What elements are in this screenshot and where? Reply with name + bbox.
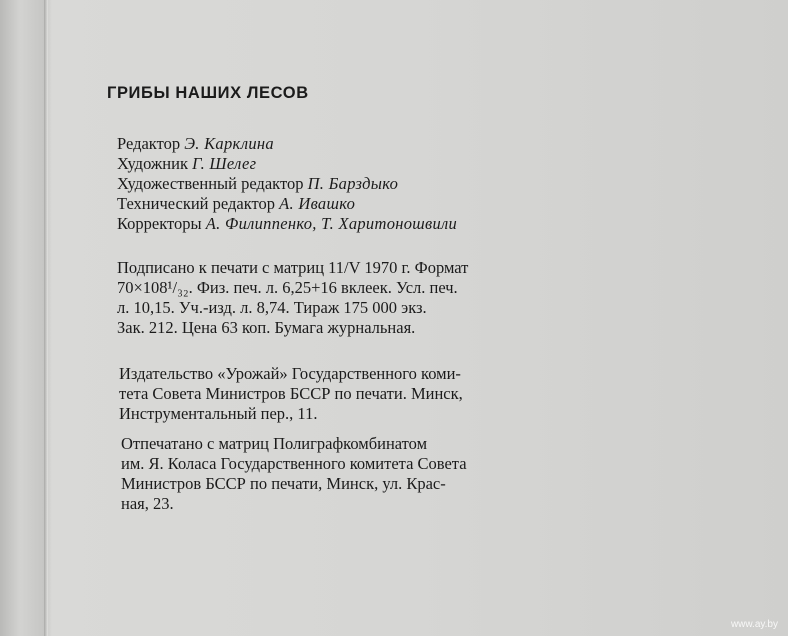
credit-proofreaders: [117, 214, 457, 234]
print-info-line: 70×108¹/₃₂. Физ. печ. л. 6,25+16 вклеек. Усл. печ.: [117, 278, 458, 297]
printer-line: ная, 23.: [121, 494, 174, 513]
credit-editor: [117, 134, 457, 154]
printer-block: [121, 434, 467, 514]
credit-art-editor: [117, 174, 457, 194]
credit-name: Г. Шелег: [192, 154, 257, 173]
book-title: ГРИБЫ НАШИХ ЛЕСОВ: [107, 84, 309, 102]
credit-name: Э. Карклина: [184, 134, 274, 153]
credit-role: Художественный редактор: [117, 174, 304, 193]
print-info-line: Зак. 212. Цена 63 коп. Бумага журнальная.: [117, 318, 416, 337]
site-watermark: www.ay.by: [730, 619, 778, 630]
print-info-line: л. 10,15. Уч.-изд. л. 8,74. Тираж 175 000 экз.: [117, 298, 427, 317]
publisher-line: тета Совета Министров БССР по печати. Минск,: [119, 384, 463, 403]
publisher-line: Инструментальный пер., 11.: [119, 404, 318, 423]
printer-line: Отпечатано с матриц Полиграфкомбинатом: [121, 434, 428, 453]
page-fold: [44, 0, 48, 636]
credit-name: П. Барздыко: [307, 174, 399, 193]
publisher-block: [119, 364, 463, 424]
print-info-line: Подписано к печати с матриц 11/V 1970 г. Формат: [117, 258, 469, 277]
credit-role: Художник: [117, 154, 188, 173]
credit-tech-editor: [117, 194, 457, 214]
credit-name: А. Филиппенко, Т. Харитоношвили: [205, 214, 458, 233]
credit-role: Редактор: [117, 134, 181, 153]
credit-name: А. Ивашко: [279, 194, 356, 213]
printer-line: Министров БССР по печати, Минск, ул. Крас-: [121, 474, 446, 493]
credit-artist: [117, 154, 457, 174]
printer-line: им. Я. Коласа Государственного комитета Совета: [121, 454, 467, 473]
credit-role: Технический редактор: [117, 194, 275, 213]
publisher-line: Издательство «Урожай» Государственного коми-: [119, 364, 461, 383]
credit-role: Корректоры: [117, 214, 202, 233]
credits-block: [117, 134, 457, 234]
print-info-block: [117, 258, 468, 338]
